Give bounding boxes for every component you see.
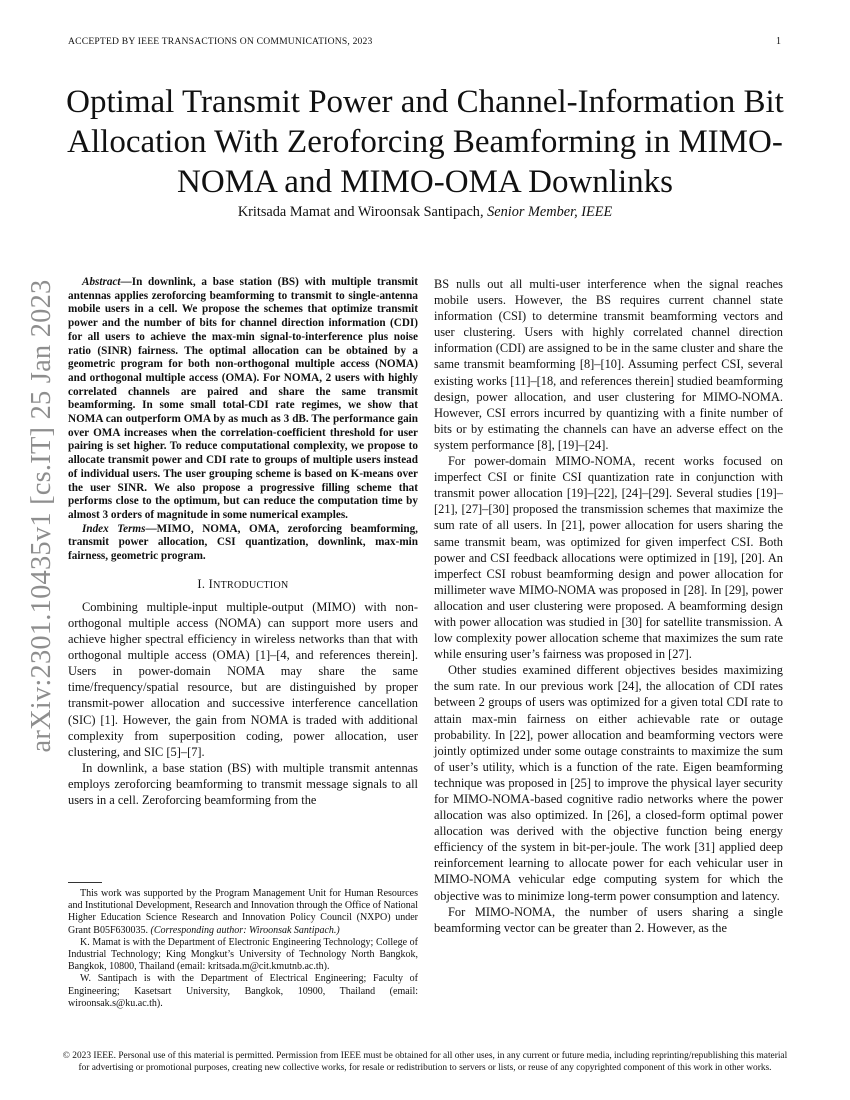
section-name: NTRODUCTION — [213, 579, 289, 591]
index-terms — [68, 523, 418, 564]
author-line — [60, 204, 790, 221]
body-paragraph: For power-domain MIMO-NOMA, recent works focused on imperfect CSI or finite CSI quantization rate in conjunction with transmit power allocation [19]–[22], [24]–[29]. Several studies [19]–[21], [27]–[30] proposed the transmission schemes that maximize the sum rate of all users. In [21], power allocation for users sharing the same transmit beam, was optimized for given imperfect CSI. Both power and CSI feedback allocations were optimized in [19], [20]. An imperfect CSI robust beamforming design and power allocation for millimeter wave MIMO-NOMA was proposed in [28]. In [29], power allocation and user clustering were proposed. A beamforming design with power allocation was studied in [30] for satellite transmission. A low complexity power allocation scheme that maximizes the sum rate while ensuring user’s fairness was proposed in [27]. — [434, 454, 783, 662]
copyright-notice: © 2023 IEEE. Personal use of this material is permitted. Permission from IEEE must be obtained for all other uses, in any current or future media, including reprinting/republishing this material for advertising or promotional purposes, creating new collective works, for resale or redistribution to servers or lists, or reuse of any copyrighted component of this work in other works. — [62, 1051, 788, 1073]
section-numeral: I. I — [197, 576, 214, 591]
abstract-label: Abstract — [82, 276, 121, 288]
footnote-author-1: K. Mamat is with the Department of Electronic Engineering Technology; College of Industrial Technology; King Mongkut’s University of Technology North Bangkok, Bangkok, 10800, Thailand (email: kritsada.m@cit.kmutnb.ac.th). — [68, 936, 418, 973]
footnote-author-2: W. Santipach is with the Department of Electrical Engineering; Faculty of Engineering; Kasetsart University, Bangkok, 10900, Thailand (email: wiroonsak.s@ku.ac.th). — [68, 973, 418, 1009]
index-terms-text: —MIMO, NOMA, OMA, zeroforcing beamforming, transmit power allocation, CSI quantization, downlink, max-min fairness, geometric program. — [68, 522, 418, 563]
footnotes — [68, 888, 418, 1010]
body-paragraph: BS nulls out all multi-user interference when the signal reaches mobile users. However, the BS requires current channel state information (CSI) to determine transmit beamforming vectors and user clustering. Users with highly correlated channel direction information (CDI) are assigned to be in the same cluster and share the same transmit beamforming [8]–[10]. Assuming perfect CSI, several existing works [11]–[18, and references therein] studied beamforming design, power allocation, and user clustering for MIMO-NOMA. However, CSI errors incurred by quantizing with a finite number of bits or by estimating the channels can have an adverse effect on the system performance [8], [19]–[24]. — [434, 277, 783, 452]
running-header: ACCEPTED BY IEEE TRANSACTIONS ON COMMUNICATIONS, 2023 — [68, 36, 373, 47]
footnote-rule — [68, 882, 102, 883]
body-paragraph: Combining multiple-input multiple-output (MIMO) with non-orthogonal multiple access (NOMA) can support more users and achieve higher spectral efficiency in wireless networks than that with orthogonal multiple access (OMA) [1]–[4, and references therein]. Users in power-domain NOMA may share the same time/frequency/spatial resource, but are distinguished by proper transmit-power allocation and successive interference cancellation (SIC) [1]. However, the gain from NOMA is traded with additional complexity from superposition coding, power allocation, user clustering, and SIC [5]–[7]. — [68, 599, 418, 759]
paper-title: Optimal Transmit Power and Channel-Information Bit Allocation With Zeroforcing Beamforming in MIMO-NOMA and MIMO-OMA Downlinks — [66, 84, 784, 200]
right-column — [434, 276, 783, 936]
body-paragraph: Other studies examined different objectives besides maximizing the sum rate. In our previous work [24], the allocation of CDI rates between 2 groups of users was optimized for a given total CDI rate to attain max-min fairness on either achievable rate or outage probability. In [22], power allocation and beamforming vectors were jointly optimized under some outage constraints to maximize the sum of user’s utility, which is a function of the rate. Eigen beamforming technique was proposed in [25] to improve the physical layer security for MIMO-NOMA-based cognitive radio networks where the power allocation was also optimized. In [26], a closed-form optimal power allocation was derived with the objective function being energy efficiency of the system in bit-per-joule. The work [31] applied deep reinforcement learning to allocate power for each vehicular user in MIMO-NOMA vehicular edge computing system for which the objective was to minimize long-term power consumption and latency. — [434, 663, 783, 903]
body-paragraph: In downlink, a base station (BS) with multiple transmit antennas employs zeroforcing beamforming to transmit message signals to all users in a cell. Zeroforcing beamforming from the — [68, 760, 418, 807]
author-role: Senior Member, IEEE — [487, 204, 613, 220]
left-column — [68, 276, 418, 808]
arxiv-stamp-text: arXiv:2301.10435v1 [cs.IT] 25 Jan 2023 — [26, 279, 57, 753]
index-terms-label: Index Terms — [82, 522, 146, 535]
footnote-funding — [68, 888, 418, 937]
body-paragraph: For MIMO-NOMA, the number of users sharing a single beamforming vector can be greater than 2. However, as the — [434, 904, 783, 935]
abstract — [68, 276, 418, 523]
footnote-funding-text: This work was supported by the Program Management Unit for Human Resources and Institutional Development, Research and Innovation through the Office of National Higher Education Science Research and Innovation Policy Council (NXPO) under Grant B05F630035. — [68, 888, 418, 936]
section-heading-introduction — [68, 576, 418, 594]
arxiv-stamp — [18, 279, 66, 753]
page-number: 1 — [776, 36, 781, 47]
author-names: Kritsada Mamat and Wiroonsak Santipach, — [237, 204, 484, 220]
abstract-text: —In downlink, a base station (BS) with multiple transmit antennas applies zeroforcing beamforming to transmit to single-antenna mobile users in a cell. We propose the schemes that optimize transmit power and the number of bits for channel direction information (CDI) for all users to achieve the max-min signal-to-interference plus noise ratio (SINR) fairness. The optimal allocation can be obtained by a geometric program for both non-orthogonal multiple access (NOMA) and orthogonal multiple access (OMA). For NOMA, 2 users with highly correlated channels are paired and share the same transmit beamforming. In some small total-CDI rate regimes, we show that NOMA can outperform OMA by as much as 3 dB. The performance gain over OMA increases when the correlation-coefficient threshold for user pairing is set higher. To reduce computational complexity, we propose to allocate transmit power and CDI rate to groups of multiple users instead of individual users. The user grouping scheme is based on K-means over the user SINR. We also propose a progressive filling scheme that performs close to the optimum, but can reduce the computation time by almost 3 orders of magnitude in some numerical examples. — [68, 276, 418, 521]
footnote-corresponding: (Corresponding author: Wiroonsak Santipach.) — [150, 924, 340, 936]
